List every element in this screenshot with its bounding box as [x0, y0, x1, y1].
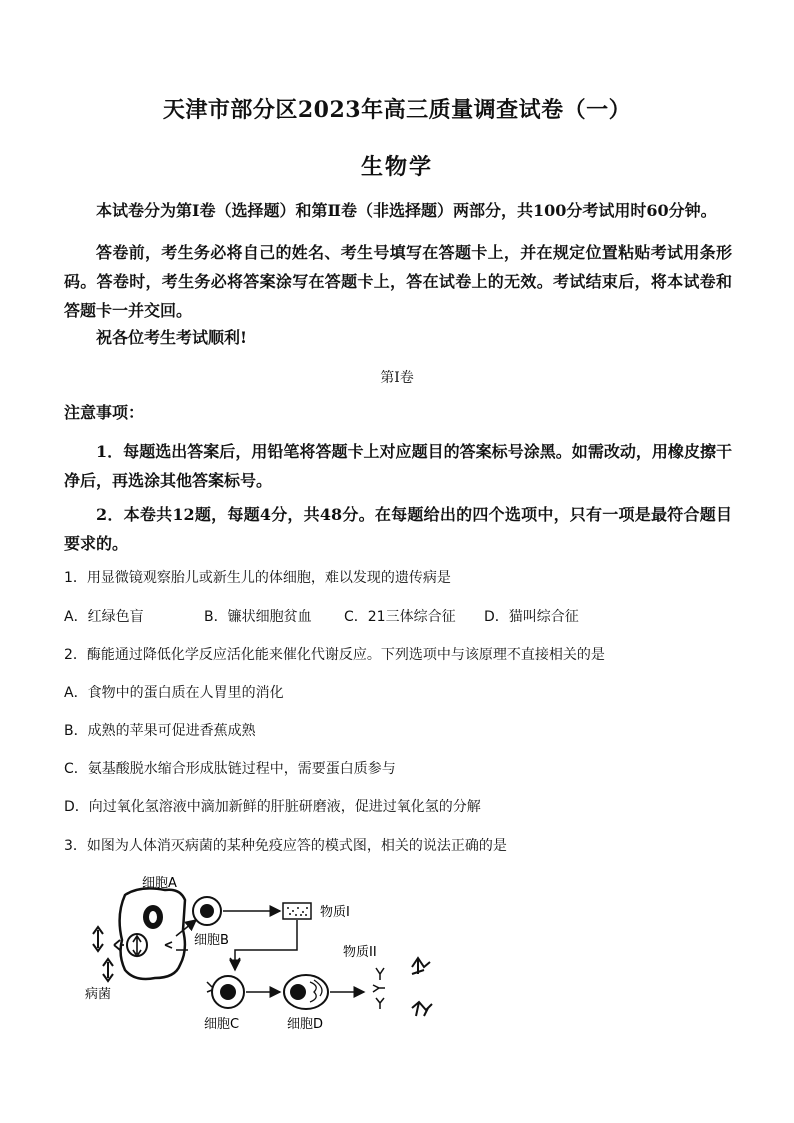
subject-title: 生物学 — [360, 154, 433, 180]
label-substance-1: 物质Ⅰ — [320, 905, 350, 920]
label-cell-a: 细胞A — [142, 876, 177, 891]
q1-option-a: A．红绿色盲 — [64, 609, 144, 625]
question-2-stem: 2．酶能通过降低化学反应活化能来催化代谢反应。下列选项中与该原理不直接相关的是 — [64, 647, 605, 663]
label-cell-b: 细胞B — [194, 933, 229, 948]
volume-label: 第Ⅰ卷 — [380, 370, 414, 386]
q1-option-d: D．猫叫综合征 — [484, 609, 579, 625]
q2-option-b: B．成熟的苹果可促进香蕉成熟 — [64, 723, 256, 739]
question-3-stem: 3．如图为人体消灭病菌的某种免疫应答的模式图，相关的说法正确的是 — [64, 838, 507, 854]
question-1-stem: 1．用显微镜观察胎儿或新生儿的体细胞，难以发现的遗传病是 — [64, 570, 451, 586]
good-luck-text: 祝各位考生考试顺利! — [96, 328, 248, 347]
question-1-options — [64, 607, 579, 627]
q2-option-c: C．氨基酸脱水缩合形成肽链过程中，需要蛋白质参与 — [64, 761, 396, 777]
q1-option-b: B．镰状细胞贫血 — [204, 609, 312, 625]
notice-item-1: 1．每题选出答案后，用铅笔将答题卡上对应题目的答案标号涂黑。如需改动，用橡皮擦干净后，再选涂其他答案标号。 — [64, 442, 732, 490]
exam-title: 天津市部分区2023年高三质量调查试卷（一） — [162, 97, 632, 123]
cell-a-shape — [120, 888, 185, 979]
label-cell-d: 细胞D — [287, 1017, 324, 1032]
substance-1-box — [283, 903, 311, 919]
intro-paragraph-1: 本试卷分为第Ⅰ卷（选择题）和第Ⅱ卷（非选择题）两部分，共100分考试用时60分钟。 — [96, 201, 717, 220]
label-cell-c: 细胞C — [204, 1017, 240, 1032]
pathogen-clusters — [412, 958, 432, 1016]
immune-response-diagram — [80, 870, 450, 1035]
intro-paragraph-2: 答卷前，考生务必将自己的姓名、考生号填写在答题卡上，并在规定位置粘贴考试用条形码。答卷时，考生务必将答案涂写在答题卡上，答在试卷上的无效。考试结束后，将本试卷和答题卡一并交回。 — [64, 243, 732, 320]
label-substance-2: 物质ⅠⅠ — [343, 945, 377, 960]
q1-option-c: C．21三体综合征 — [344, 609, 456, 625]
antibodies — [373, 968, 385, 1009]
label-pathogen: 病菌 — [85, 987, 112, 1002]
q2-option-d: D．向过氧化氢溶液中滴加新鲜的肝脏研磨液，促进过氧化氢的分解 — [64, 799, 481, 815]
q2-option-a: A．食物中的蛋白质在人胃里的消化 — [64, 685, 284, 701]
notice-item-2: 2．本卷共12题，每题4分，共48分。在每题给出的四个选项中，只有一项是最符合题目要求的。 — [64, 505, 732, 553]
notice-heading: 注意事项： — [64, 403, 145, 422]
